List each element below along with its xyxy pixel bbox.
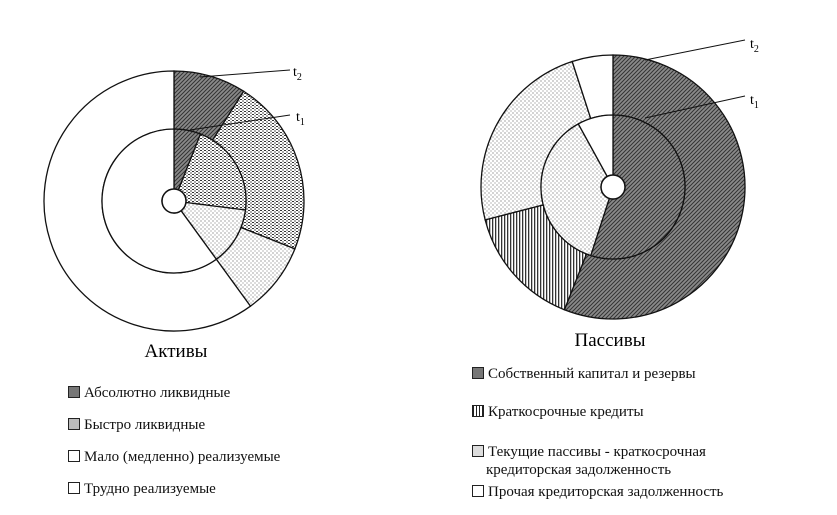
donut-hole: [601, 175, 625, 199]
legend-label: Быстро ликвидные: [84, 417, 206, 433]
legend-label: Мало (медленно) реализуемые: [84, 449, 281, 465]
legend-item: [472, 366, 696, 383]
legend-swatch: [472, 367, 484, 379]
legend-label: Текущие пассивы - краткосрочная: [488, 444, 706, 460]
legend-item: [486, 462, 671, 479]
legend-swatch: [68, 386, 80, 398]
legend-label: Краткосрочные кредиты: [488, 404, 644, 420]
legend-swatch: [68, 418, 80, 430]
donut-chart-0: [44, 65, 305, 331]
chart-title-liabilities: Пассивы: [574, 330, 646, 351]
legend-swatch: [472, 445, 484, 457]
legend-label: Абсолютно ликвидные: [84, 385, 231, 401]
legend-item: [68, 385, 230, 402]
ring-label-leader: [645, 40, 745, 60]
ring-label-t1: $t_1$: [296, 110, 305, 128]
ring-label-t2: $t_2$: [293, 65, 302, 83]
ring-label-t1: $t_1$: [750, 93, 759, 111]
ring-label-leader: [200, 70, 290, 77]
legend-swatch: [68, 482, 80, 494]
legend-swatch: [472, 405, 484, 417]
donut-hole: [162, 189, 186, 213]
legend-item: [68, 449, 280, 466]
ring-label-t2: $t_2$: [750, 37, 759, 55]
legend-label: Прочая кредиторская задолженность: [488, 484, 724, 500]
legend-swatch: [472, 485, 484, 497]
legend-item: [472, 484, 723, 501]
legend-item: [472, 444, 706, 461]
legend-item: [68, 417, 205, 434]
legend-label: кредиторская задолженность: [486, 462, 672, 478]
chart-title-assets: Активы: [144, 341, 208, 362]
legend-swatch: [68, 450, 80, 462]
donut-chart-1: [481, 37, 759, 319]
legend-item: [472, 404, 644, 421]
legend-label: Трудно реализуемые: [84, 481, 216, 497]
legend-label: Собственный капитал и резервы: [488, 366, 696, 382]
legend-item: [68, 481, 216, 498]
